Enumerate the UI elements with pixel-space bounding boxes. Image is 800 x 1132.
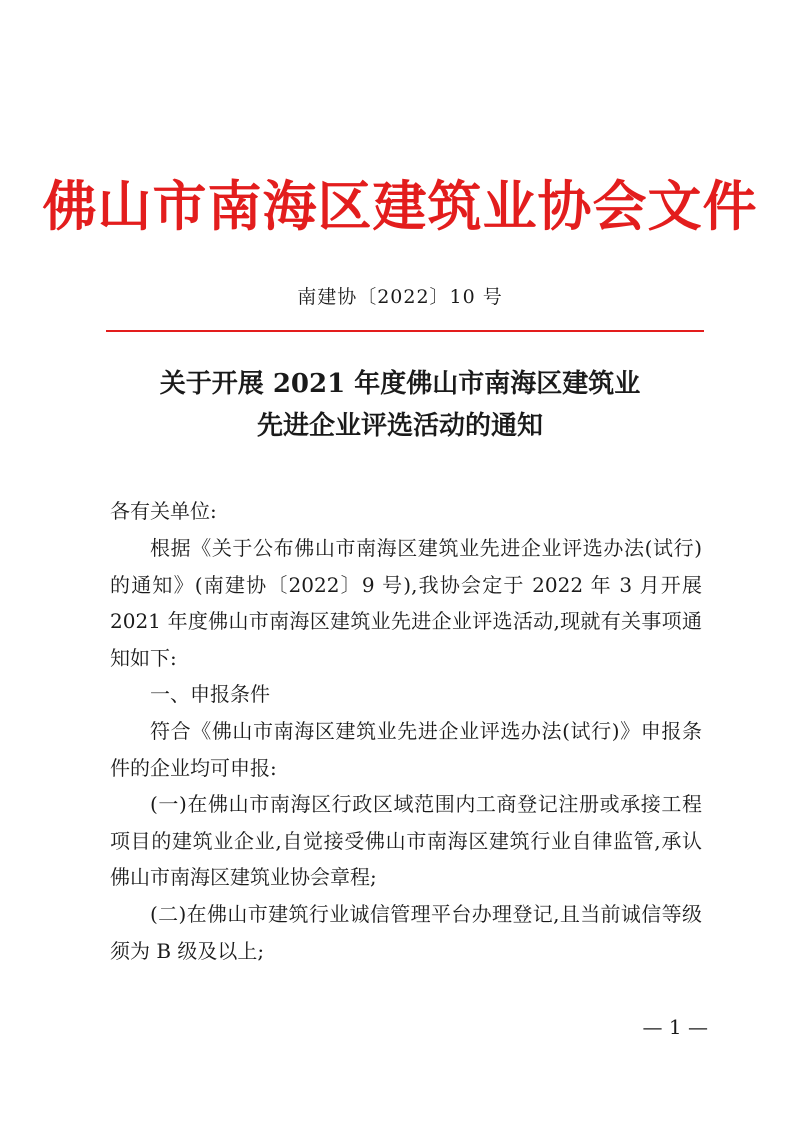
issuer-header-title: 佛山市南海区建筑业协会文件 (42, 175, 758, 238)
paragraph-intro: 根据《关于公布佛山市南海区建筑业先进企业评选办法(试行)的通知》(南建协〔2022〕9 号),我协会定于 2022 年 3 月开展 2021 年度佛山市南海区建筑业先进企业评选活动,现就有关事项通知如下: (110, 536, 702, 670)
addressee: 各有关单位: (110, 499, 217, 523)
notice-title-line-2: 先进企业评选活动的通知 (256, 411, 543, 441)
header-divider (106, 330, 704, 332)
notice-title (0, 363, 800, 447)
document-number: 南建协〔2022〕10 号 (297, 286, 503, 308)
section-heading-application-conditions: 一、申报条件 (150, 682, 270, 706)
page-number: — 1 — (642, 1015, 708, 1039)
paragraph-condition-1: (一)在佛山市南海区行政区域范围内工商登记注册或承接工程项目的建筑业企业,自觉接受佛山市南海区建筑行业自律监管,承认佛山市南海区建筑业协会章程; (110, 792, 702, 889)
paragraph-condition-2: (二)在佛山市建筑行业诚信管理平台办理登记,且当前诚信等级须为 B 级及以上; (110, 902, 702, 963)
paragraph-eligibility: 符合《佛山市南海区建筑业先进企业评选办法(试行)》申报条件的企业均可申报: (110, 719, 702, 780)
notice-title-line-1: 关于开展 2021 年度佛山市南海区建筑业 (159, 369, 641, 399)
